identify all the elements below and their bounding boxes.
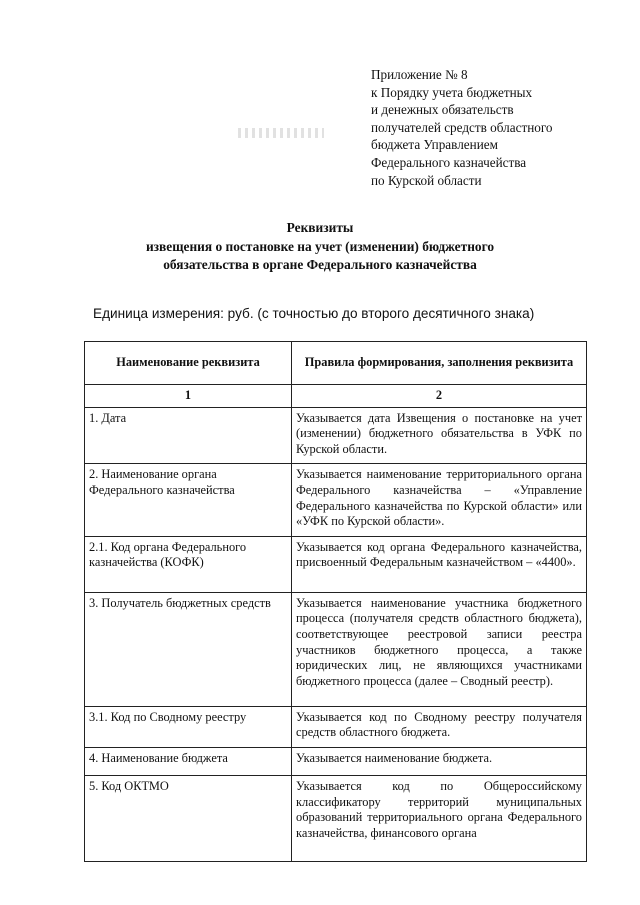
column-number-row xyxy=(85,385,587,408)
requisite-rule: Указывается наименование бюджета. xyxy=(292,747,587,775)
appendix-line: к Порядку учета бюджетных xyxy=(371,84,533,100)
requisite-name: 5. Код ОКТМО xyxy=(85,775,292,861)
header-rules: Правила формирования, заполнения реквизита xyxy=(292,342,587,385)
table-header-row xyxy=(85,342,587,385)
requisite-name: 2. Наименование органа Федерального казначейства xyxy=(85,464,292,536)
appendix-note xyxy=(371,66,611,189)
requisite-rule: Указывается наименование территориального органа Федерального казначейства – «Управление Федерального казначейства по Курской области» или «УФК по Курской области». xyxy=(292,464,587,536)
requisite-rule: Указывается код органа Федерального казначейства, присвоенный Федеральным казначейством – «4400». xyxy=(292,536,587,592)
appendix-line: Приложение № 8 xyxy=(371,67,468,82)
scan-smudge xyxy=(238,128,324,138)
table-row xyxy=(85,592,587,706)
requisite-rule: Указывается наименование участника бюджетного процесса (получателя средств областного бюджета), соответствующее реестровой записи реестра участников бюджетного процесса, а также юридических лиц, не являющихся участниками бюджетного процесса (далее – Сводный реестр). xyxy=(292,592,587,706)
requisite-rule: Указывается код по Сводному реестру получателя средств областного бюджета. xyxy=(292,706,587,747)
requisite-name: 2.1. Код органа Федерального казначейства (КОФК) xyxy=(85,536,292,592)
requisite-name: 4. Наименование бюджета xyxy=(85,747,292,775)
unit-of-measure: Единица измерения: руб. (с точностью до второго десятичного знака) xyxy=(93,306,535,321)
table-row xyxy=(85,464,587,536)
table-row xyxy=(85,775,587,861)
requisite-name: 3. Получатель бюджетных средств xyxy=(85,592,292,706)
header-requisite-name: Наименование реквизита xyxy=(85,342,292,385)
appendix-line: по Курской области xyxy=(371,172,482,188)
appendix-line: Федерального казначейства xyxy=(371,154,527,170)
title-line: Реквизиты xyxy=(286,220,354,235)
title-line: извещения о постановке на учет (изменении) бюджетного xyxy=(145,238,495,254)
document-title xyxy=(0,219,640,275)
title-line: обязательства в органе Федерального казначейства xyxy=(163,257,477,272)
requisite-rule: Указывается код по Общероссийскому классификатору территорий муниципальных образований территориального органа Федерального казначейства, финансового органа xyxy=(292,775,587,861)
table-row xyxy=(85,536,587,592)
table-row xyxy=(85,747,587,775)
column-number: 2 xyxy=(292,385,587,408)
appendix-line: получателей средств областного xyxy=(371,119,553,135)
requisite-name: 1. Дата xyxy=(85,407,292,464)
requisite-rule: Указывается дата Извещения о постановке на учет (изменении) бюджетного обязательства в УФК по Курской области. xyxy=(292,407,587,464)
table-row xyxy=(85,407,587,464)
table-row xyxy=(85,706,587,747)
column-number: 1 xyxy=(85,385,292,408)
requisites-table xyxy=(84,341,587,862)
requisite-name: 3.1. Код по Сводному реестру xyxy=(85,706,292,747)
appendix-line: бюджета Управлением xyxy=(371,137,498,153)
appendix-line: и денежных обязательств xyxy=(371,102,514,118)
